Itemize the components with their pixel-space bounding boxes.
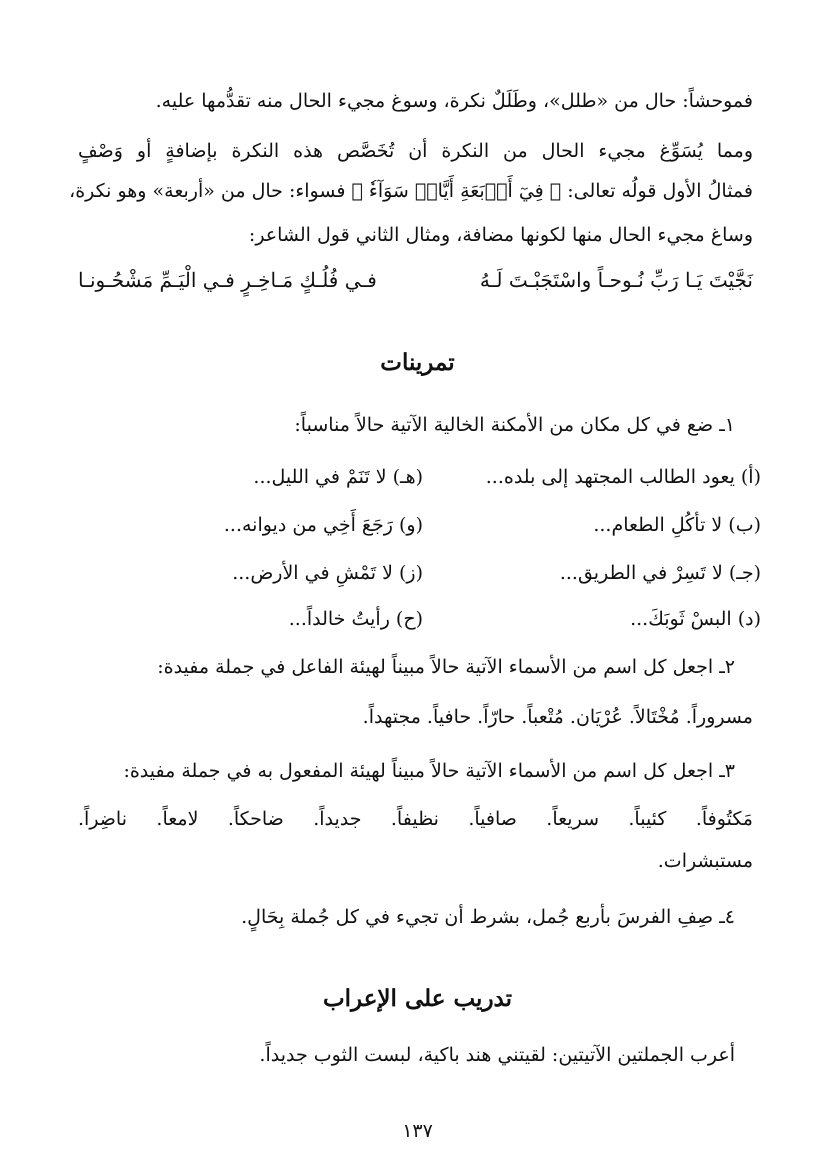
intro-line-1: فموحشاً: حال من «طلل»، وطَلَلٌ نكرة، وسوغ مجيء الحال منه تقدُّمها عليه. [155, 90, 753, 112]
page-number: ١٣٧ [402, 1120, 433, 1142]
exercise-1-item-ha: (ح) رأيتُ خالداً... [288, 608, 423, 630]
intro-line-4: وساغ مجيء الحال منها لكونها مضافة، ومثال الثاني قول الشاعر: [248, 224, 753, 246]
verse-second-hemistich: فـي فُلُـكٍ مَـاخِـرٍ فـي الْيَـمِّ مَشْحُـونـا [78, 268, 377, 292]
intro-line-2: ومما يُسَوِّغ مجيء الحال من النكرة أن تُخَصَّص هذه النكرة بإضافةٍ أو وَصْفٍ [78, 140, 753, 162]
exercise-1-prompt: ١ـ ضع في كل مكان من الأمكنة الخالية الآتية حالاً مناسباً: [294, 414, 735, 436]
exercise-1-item-w: (و) رَجَعَ أَخِي من ديوانه... [223, 514, 423, 536]
exercise-4-prompt: ٤ـ صِفِ الفرسَ بأربع جُمل، بشرط أن تجيء في كل جُملة بِحَالٍ. [241, 906, 735, 928]
exercise-2-words: مسروراً. مُخْتَالاً. عُرْيَان. مُتْعباً. حارّاً. حافياً. مجتهداً. [362, 706, 753, 728]
parsing-title: تدريب على الإعراب [322, 985, 513, 1012]
parsing-text: أعرب الجملتين الآتيتين: لقيتني هند باكية، لبست الثوب جديداً. [259, 1044, 735, 1066]
intro-line-3: فمثالُ الأول قولُه تعالى: ﴿ فِيٓ أَرۡبَعَةِ أَيَّامٖ سَوَآءٗ ﴾ فسواء: حال من «أربعة» وهو نكرة، [69, 180, 753, 202]
exercise-1-item-a: (أ) يعود الطالب المجتهد إلى بلده... [485, 466, 761, 488]
exercise-2-prompt: ٢ـ اجعل كل اسم من الأسماء الآتية حالاً مبيناً لهيئة الفاعل في جملة مفيدة: [157, 656, 735, 678]
exercise-1-item-h: (هـ) لا تَنَمْ في الليل... [253, 466, 423, 488]
exercise-1-item-j: (جـ) لا تَسِرْ في الطريق... [559, 562, 761, 584]
exercise-3-words-line-2: مستبشرات. [657, 850, 753, 872]
exercise-1-item-z: (ز) لا تَمْشِ في الأرض... [232, 562, 423, 584]
exercises-title: تمرينات [380, 349, 455, 376]
exercise-1-item-b: (ب) لا تأكُلِ الطعام... [593, 514, 761, 536]
exercise-3-words-line-1: مَكتُوفاً. كئيباً. سريعاً. صافياً. نظيفاً. جديداً. ضاحكاً. لامعاً. ناضِراً. [78, 808, 753, 830]
verse-first-hemistich: نَجَّيْتَ يَـا رَبِّ نُـوحـاً واسْتَجَبْـتَ لَـهُ [479, 268, 753, 292]
exercise-1-item-d: (د) البسْ ثَوبَكَ... [630, 608, 761, 630]
exercise-3-prompt: ٣ـ اجعل كل اسم من الأسماء الآتية حالاً مبيناً لهيئة المفعول به في جملة مفيدة: [123, 760, 735, 782]
